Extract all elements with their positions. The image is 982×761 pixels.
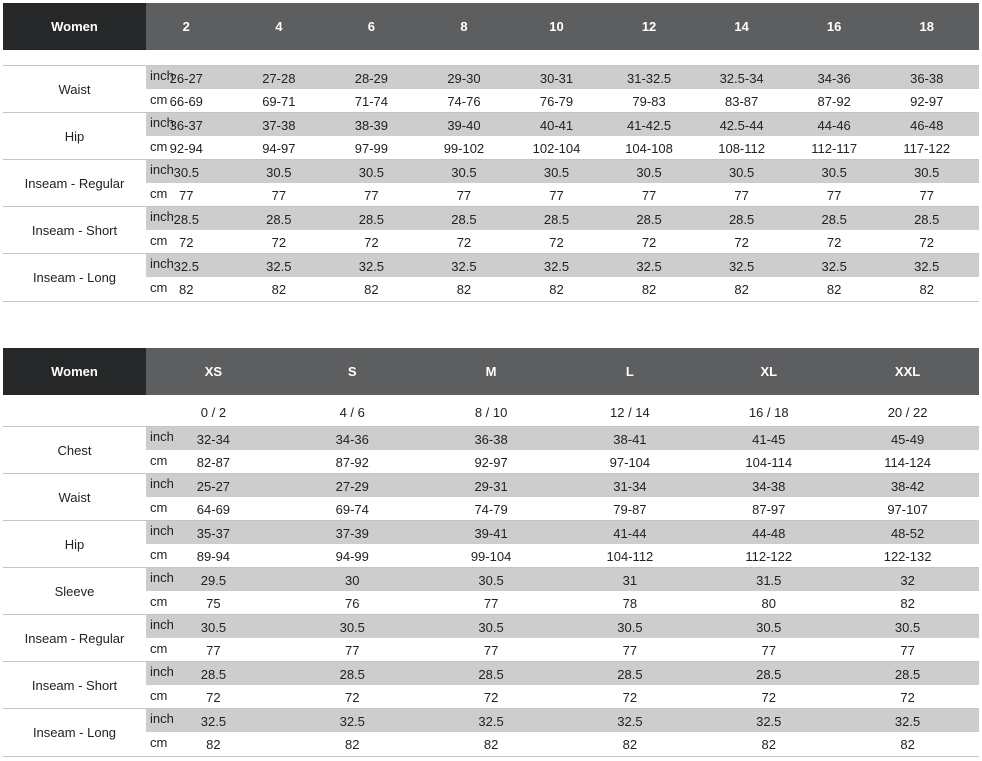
- inch-row: [146, 160, 979, 183]
- table-header: [3, 348, 979, 395]
- measurement-name: Chest: [57, 443, 92, 458]
- size-header-xs: XS: [204, 364, 223, 379]
- cm-value: 72: [271, 235, 287, 250]
- inch-value: 41-42.5: [627, 118, 672, 133]
- cm-value: 82: [641, 282, 657, 297]
- cm-value: 82: [483, 737, 499, 752]
- inch-value: 32: [900, 573, 915, 588]
- cm-value: 82: [364, 282, 379, 297]
- inch-value: 28.5: [636, 212, 662, 227]
- cm-value: 82: [761, 737, 776, 752]
- inch-value: 27-29: [335, 479, 369, 494]
- cm-value: 92-97: [910, 94, 944, 109]
- inch-value: 32.5: [756, 714, 782, 729]
- inch-row: [146, 709, 979, 732]
- cm-value: 77: [549, 188, 564, 203]
- cm-value: 82: [900, 596, 915, 611]
- inch-value: 28.5: [728, 212, 755, 227]
- cm-value: 82: [826, 282, 842, 297]
- inch-value: 32.5: [478, 714, 504, 729]
- inch-value: 30.5: [358, 165, 385, 180]
- cm-value: 80: [761, 596, 776, 611]
- inch-value: 28-29: [354, 71, 388, 86]
- inch-value: 28.5: [914, 212, 940, 227]
- cm-value: 78: [622, 596, 638, 611]
- inch-value: 28.5: [894, 667, 921, 682]
- unit-label-cm: cm: [150, 280, 168, 295]
- inch-row: [146, 568, 979, 591]
- cm-value: 104-112: [606, 549, 654, 564]
- unit-label-cm: cm: [150, 92, 168, 107]
- inch-value: 30.5: [617, 620, 643, 635]
- cm-value: 77: [761, 643, 776, 658]
- inch-value: 28.5: [451, 212, 477, 227]
- cm-value: 72: [622, 690, 638, 705]
- cm-value: 99-104: [470, 549, 512, 564]
- cm-value: 77: [734, 188, 749, 203]
- inch-value: 32.5: [339, 714, 365, 729]
- unit-label-cm: cm: [150, 547, 168, 562]
- measurement-group: [3, 66, 979, 113]
- cm-value: 72: [179, 235, 194, 250]
- inch-value: 44-46: [817, 118, 851, 133]
- size-equivalent: 8 / 10: [474, 405, 508, 420]
- cm-value: 89-94: [196, 549, 231, 564]
- measurement-group: [3, 709, 979, 756]
- cm-value: 69-74: [335, 502, 369, 517]
- inch-row: [146, 207, 979, 230]
- inch-value: 32.5: [543, 259, 570, 274]
- cm-row: [146, 89, 979, 113]
- row-divider: [3, 301, 979, 302]
- inch-value: 32.5: [358, 259, 385, 274]
- unit-label-inch: inch: [150, 209, 174, 224]
- inch-value: 35-37: [196, 526, 231, 541]
- cm-row: [146, 638, 979, 662]
- size-header-l: L: [625, 364, 634, 379]
- inch-value: 30.5: [339, 620, 365, 635]
- size-chart-numeric: [3, 3, 979, 303]
- inch-value: 29-30: [447, 71, 481, 86]
- inch-value: 29.5: [200, 573, 227, 588]
- inch-value: 38-41: [613, 432, 647, 447]
- inch-value: 29-31: [474, 479, 508, 494]
- measurement-group: [3, 427, 979, 474]
- cm-value: 79-83: [632, 94, 666, 109]
- inch-value: 31.5: [756, 573, 782, 588]
- cm-row: [146, 450, 979, 474]
- cm-row: [146, 591, 979, 615]
- inch-value: 30.5: [894, 620, 921, 635]
- cm-value: 83-87: [724, 94, 759, 109]
- inch-value: 41-44: [613, 526, 647, 541]
- cm-value: 79-87: [613, 502, 647, 517]
- inch-value: 30-31: [539, 71, 574, 86]
- cm-value: 72: [345, 690, 360, 705]
- inch-value: 28.5: [756, 667, 782, 682]
- cm-value: 87-97: [752, 502, 786, 517]
- cm-value: 117-122: [903, 141, 951, 156]
- cm-value: 77: [641, 188, 657, 203]
- cm-value: 122-132: [883, 549, 932, 564]
- cm-value: 97-107: [887, 502, 928, 517]
- cm-value: 82: [734, 282, 749, 297]
- size-header-s: S: [347, 364, 357, 379]
- cm-value: 72: [900, 690, 915, 705]
- cm-row: [146, 544, 979, 568]
- cm-value: 114-124: [884, 455, 931, 470]
- unit-label-inch: inch: [150, 711, 174, 726]
- cm-row: [146, 497, 979, 521]
- inch-value: 30.5: [821, 165, 847, 180]
- cm-value: 82: [206, 737, 221, 752]
- unit-label-inch: inch: [150, 68, 174, 83]
- cm-value: 82: [549, 282, 564, 297]
- cm-row: [146, 732, 979, 756]
- inch-value: 30.5: [756, 620, 782, 635]
- cm-value: 77: [345, 643, 360, 658]
- size-header-18: 18: [919, 19, 934, 34]
- inch-value: 32.5: [200, 714, 227, 729]
- size-equivalent: 4 / 6: [339, 405, 365, 420]
- inch-value: 30.5: [543, 165, 570, 180]
- size-header-12: 12: [641, 19, 657, 34]
- inch-value: 40-41: [539, 118, 574, 133]
- unit-label-cm: cm: [150, 453, 168, 468]
- size-header-xxl: XXL: [894, 364, 921, 379]
- cm-value: 77: [364, 188, 379, 203]
- inch-value: 27-28: [262, 71, 296, 86]
- inch-value: 38-42: [890, 479, 925, 494]
- inch-value: 48-52: [890, 526, 925, 541]
- inch-value: 37-38: [262, 118, 296, 133]
- unit-label-cm: cm: [150, 688, 168, 703]
- inch-value: 28.5: [478, 667, 504, 682]
- cm-value: 97-104: [609, 455, 651, 470]
- inch-value: 28.5: [543, 212, 570, 227]
- unit-label-cm: cm: [150, 594, 168, 609]
- size-header-8: 8: [460, 19, 468, 34]
- cm-value: 99-102: [443, 141, 485, 156]
- inch-value: 31-34: [613, 479, 647, 494]
- cm-value: 76: [345, 596, 360, 611]
- inch-value: 30.5: [478, 573, 504, 588]
- inch-value: 30.5: [200, 620, 227, 635]
- cm-value: 77: [206, 643, 221, 658]
- inch-row: [146, 66, 979, 89]
- inch-value: 32.5: [821, 259, 847, 274]
- cm-value: 72: [483, 690, 499, 705]
- cm-value: 82: [900, 737, 915, 752]
- cm-value: 72: [826, 235, 842, 250]
- measurement-name: Waist: [58, 490, 91, 505]
- measurement-group: [3, 113, 979, 160]
- cm-value: 77: [456, 188, 472, 203]
- unit-label-inch: inch: [150, 476, 174, 491]
- unit-label-inch: inch: [150, 523, 174, 538]
- inch-value: 32.5: [636, 259, 662, 274]
- measurement-group: [3, 160, 979, 207]
- inch-value: 37-39: [335, 526, 369, 541]
- inch-value: 28.5: [173, 212, 199, 227]
- cm-value: 97-99: [354, 141, 388, 156]
- size-chart-letter: [3, 348, 979, 758]
- cm-value: 87-92: [335, 455, 369, 470]
- inch-value: 32.5: [266, 259, 292, 274]
- cm-value: 71-74: [354, 94, 388, 109]
- cm-value: 72: [364, 235, 379, 250]
- inch-value: 42.5-44: [719, 118, 764, 133]
- measurement-name: Waist: [58, 82, 91, 97]
- cm-value: 72: [761, 690, 776, 705]
- measurement-group: [3, 207, 979, 254]
- inch-value: 34-36: [335, 432, 369, 447]
- unit-label-inch: inch: [150, 429, 174, 444]
- inch-value: 26-27: [169, 71, 203, 86]
- inch-value: 41-45: [752, 432, 786, 447]
- measurement-name: Inseam - Regular: [24, 631, 125, 646]
- unit-label-cm: cm: [150, 500, 168, 515]
- cm-row: [146, 277, 979, 301]
- inch-value: 34-36: [817, 71, 851, 86]
- inch-row: [146, 474, 979, 497]
- cm-value: 64-69: [196, 502, 231, 517]
- inch-value: 45-49: [890, 432, 925, 447]
- cm-value: 72: [919, 235, 934, 250]
- header-label: Women: [3, 3, 146, 50]
- cm-value: 72: [549, 235, 564, 250]
- size-header-xl: XL: [760, 364, 778, 379]
- cm-value: 112-122: [745, 549, 793, 564]
- cm-row: [146, 136, 979, 160]
- cm-value: 82: [456, 282, 472, 297]
- cm-value: 69-71: [262, 94, 296, 109]
- size-equivalent: 16 / 18: [748, 405, 789, 420]
- inch-value: 25-27: [196, 479, 231, 494]
- cm-value: 72: [206, 690, 221, 705]
- size-header-m: M: [485, 364, 497, 379]
- inch-value: 38-39: [354, 118, 388, 133]
- inch-row: [146, 662, 979, 685]
- cm-value: 77: [919, 188, 934, 203]
- cm-value: 92-94: [169, 141, 203, 156]
- unit-label-cm: cm: [150, 186, 168, 201]
- cm-value: 77: [483, 643, 499, 658]
- cm-value: 74-76: [447, 94, 481, 109]
- unit-label-inch: inch: [150, 617, 174, 632]
- unit-label-inch: inch: [150, 115, 174, 130]
- inch-value: 30.5: [173, 165, 199, 180]
- cm-value: 82: [179, 282, 194, 297]
- inch-value: 32.5: [617, 714, 643, 729]
- inch-value: 28.5: [617, 667, 643, 682]
- measurement-group: [3, 662, 979, 709]
- inch-value: 36-37: [169, 118, 203, 133]
- measurement-name: Sleeve: [54, 584, 95, 599]
- size-equivalent: 20 / 22: [887, 405, 928, 420]
- inch-value: 28.5: [339, 667, 365, 682]
- measurement-group: [3, 521, 979, 568]
- measurement-name: Inseam - Regular: [24, 176, 125, 191]
- unit-label-inch: inch: [150, 570, 174, 585]
- cm-value: 104-114: [745, 455, 793, 470]
- cm-value: 102-104: [532, 141, 581, 156]
- cm-value: 77: [826, 188, 842, 203]
- cm-value: 77: [483, 596, 499, 611]
- unit-label-inch: inch: [150, 256, 174, 271]
- unit-label-inch: inch: [150, 664, 174, 679]
- size-equivalent: 12 / 14: [610, 405, 650, 420]
- inch-row: [146, 113, 979, 136]
- cm-row: [146, 183, 979, 207]
- inch-value: 30.5: [728, 165, 755, 180]
- cm-value: 75: [206, 596, 221, 611]
- size-header-10: 10: [549, 19, 564, 34]
- row-divider: [3, 756, 979, 757]
- inch-value: 30.5: [451, 165, 477, 180]
- inch-value: 39-41: [474, 526, 508, 541]
- inch-value: 30.5: [266, 165, 292, 180]
- cm-value: 94-97: [262, 141, 296, 156]
- cm-value: 76-79: [539, 94, 574, 109]
- inch-value: 28.5: [358, 212, 385, 227]
- measurement-name: Hip: [64, 537, 85, 552]
- cm-value: 104-108: [625, 141, 673, 156]
- size-equivalent: 0 / 2: [200, 405, 227, 420]
- measurement-group: [3, 254, 979, 301]
- inch-value: 28.5: [266, 212, 292, 227]
- measurement-name: Hip: [64, 129, 85, 144]
- unit-label-cm: cm: [150, 139, 168, 154]
- inch-value: 30.5: [914, 165, 940, 180]
- inch-row: [146, 254, 979, 277]
- measurement-group: [3, 568, 979, 615]
- inch-row: [146, 615, 979, 638]
- inch-value: 46-48: [910, 118, 944, 133]
- inch-value: 28.5: [821, 212, 847, 227]
- inch-value: 34-38: [752, 479, 786, 494]
- cm-value: 66-69: [169, 94, 203, 109]
- inch-value: 30: [345, 573, 360, 588]
- cm-value: 77: [900, 643, 915, 658]
- cm-value: 72: [641, 235, 657, 250]
- inch-value: 30.5: [636, 165, 662, 180]
- measurement-name: Inseam - Short: [31, 223, 118, 238]
- size-header-6: 6: [367, 19, 375, 34]
- inch-value: 28.5: [200, 667, 227, 682]
- size-header-14: 14: [734, 19, 749, 34]
- measurement-name: Inseam - Long: [32, 725, 117, 740]
- cm-value: 82: [919, 282, 934, 297]
- cm-value: 112-117: [811, 141, 858, 156]
- cm-value: 72: [734, 235, 749, 250]
- unit-label-cm: cm: [150, 641, 168, 656]
- cm-value: 94-99: [335, 549, 369, 564]
- inch-row: [146, 427, 979, 450]
- inch-value: 44-48: [752, 526, 786, 541]
- inch-value: 32.5-34: [719, 71, 764, 86]
- cm-value: 77: [179, 188, 194, 203]
- cm-value: 74-79: [474, 502, 508, 517]
- size-header-2: 2: [182, 19, 190, 34]
- cm-value: 72: [456, 235, 472, 250]
- header-label: Women: [3, 348, 146, 395]
- measurement-group: [3, 615, 979, 662]
- inch-value: 32.5: [173, 259, 199, 274]
- cm-value: 82: [622, 737, 638, 752]
- cm-value: 77: [271, 188, 287, 203]
- measurement-name: Inseam - Short: [31, 678, 118, 693]
- inch-value: 30.5: [478, 620, 504, 635]
- inch-value: 39-40: [447, 118, 481, 133]
- inch-value: 31-32.5: [627, 71, 672, 86]
- table-header: [3, 3, 979, 50]
- inch-value: 32.5: [914, 259, 940, 274]
- cm-row: [146, 685, 979, 709]
- unit-label-cm: cm: [150, 233, 168, 248]
- inch-value: 32.5: [728, 259, 755, 274]
- cm-value: 92-97: [474, 455, 508, 470]
- size-header-16: 16: [826, 19, 842, 34]
- measurement-group: [3, 474, 979, 521]
- cm-value: 87-92: [817, 94, 851, 109]
- measurement-name: Inseam - Long: [32, 270, 117, 285]
- cm-value: 82: [271, 282, 287, 297]
- inch-value: 32-34: [196, 432, 231, 447]
- cm-value: 77: [622, 643, 638, 658]
- cm-value: 82-87: [196, 455, 231, 470]
- size-header-4: 4: [275, 19, 283, 34]
- inch-value: 36-38: [910, 71, 944, 86]
- inch-row: [146, 521, 979, 544]
- cm-row: [146, 230, 979, 254]
- unit-label-cm: cm: [150, 735, 168, 750]
- inch-value: 31: [622, 573, 638, 588]
- inch-value: 36-38: [474, 432, 508, 447]
- cm-value: 82: [345, 737, 360, 752]
- inch-value: 32.5: [894, 714, 921, 729]
- cm-value: 108-112: [718, 141, 765, 156]
- unit-label-inch: inch: [150, 162, 174, 177]
- inch-value: 32.5: [451, 259, 477, 274]
